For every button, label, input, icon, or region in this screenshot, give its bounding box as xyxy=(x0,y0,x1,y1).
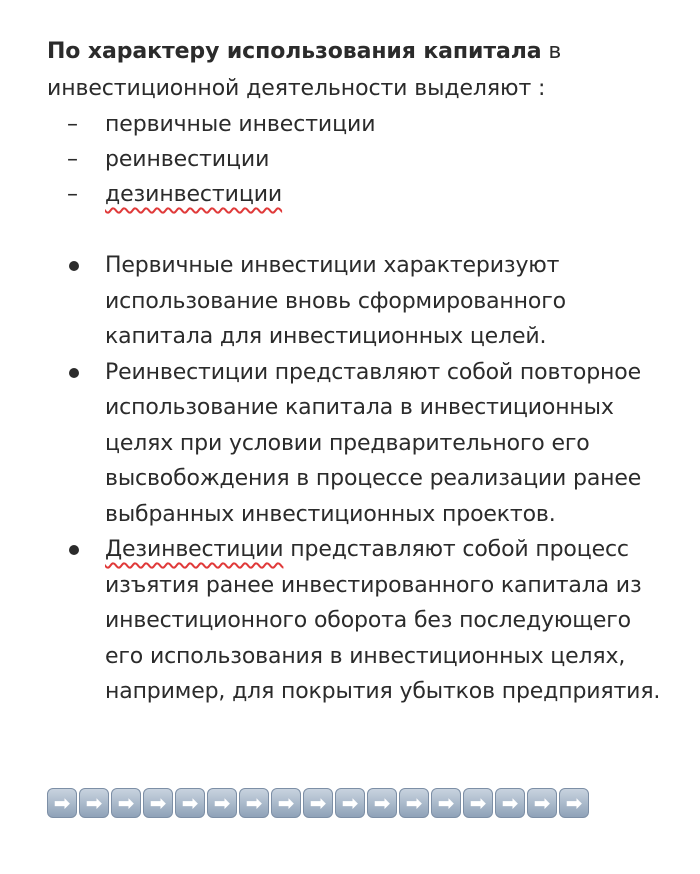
right-arrow-emoji-icon: ➡ xyxy=(271,788,301,818)
intro-bold: По характеру использования капитала xyxy=(47,39,542,64)
dash-marker: – xyxy=(67,147,78,172)
right-arrow-emoji-icon: ➡ xyxy=(207,788,237,818)
dash-marker: – xyxy=(67,182,78,207)
right-arrow-emoji-icon: ➡ xyxy=(463,788,493,818)
dash-item-primary xyxy=(47,107,667,142)
dash-item-text-misspelled[interactable]: дезинвестиции xyxy=(105,182,283,207)
dash-list xyxy=(47,107,667,212)
intro-rest: в инвестиционной деятельности выделяют : xyxy=(47,39,562,101)
dash-item-reinvestment xyxy=(47,142,667,177)
bullet-dot-icon xyxy=(69,545,79,555)
right-arrow-emoji-icon: ➡ xyxy=(239,788,269,818)
arrow-emoji-row xyxy=(47,788,589,818)
right-arrow-emoji-icon: ➡ xyxy=(175,788,205,818)
dash-marker: – xyxy=(67,112,78,137)
dash-item-disinvestment xyxy=(47,177,667,212)
right-arrow-emoji-icon: ➡ xyxy=(367,788,397,818)
intro-paragraph xyxy=(47,33,667,107)
bullet-first-word-misspelled[interactable]: Дезинвестиции xyxy=(105,537,284,562)
right-arrow-emoji-icon: ➡ xyxy=(111,788,141,818)
bullet-item-disinvestment xyxy=(47,532,667,710)
right-arrow-emoji-icon: ➡ xyxy=(399,788,429,818)
bullet-text: представляют собой процесс изъятия ранее инвестированного капитала из инвестиционного оборота без последующего его использования в инвестиционных целях, например, для покрытия убытков предприятия. xyxy=(105,537,661,704)
right-arrow-emoji-icon: ➡ xyxy=(303,788,333,818)
bullet-list xyxy=(47,248,667,710)
right-arrow-emoji-icon: ➡ xyxy=(47,788,77,818)
bullet-text: Первичные инвестиции характеризуют использование вновь сформированного капитала для инвестиционных целей. xyxy=(105,253,566,349)
dash-item-text: первичные инвестиции xyxy=(105,112,376,137)
right-arrow-emoji-icon: ➡ xyxy=(143,788,173,818)
bullet-dot-icon xyxy=(69,368,79,378)
dash-item-text: реинвестиции xyxy=(105,147,270,172)
right-arrow-emoji-icon: ➡ xyxy=(559,788,589,818)
bullet-dot-icon xyxy=(69,261,79,271)
right-arrow-emoji-icon: ➡ xyxy=(527,788,557,818)
right-arrow-emoji-icon: ➡ xyxy=(431,788,461,818)
document xyxy=(47,33,667,710)
right-arrow-emoji-icon: ➡ xyxy=(335,788,365,818)
bullet-item-primary xyxy=(47,248,667,355)
right-arrow-emoji-icon: ➡ xyxy=(79,788,109,818)
right-arrow-emoji-icon: ➡ xyxy=(495,788,525,818)
bullet-item-reinvestment xyxy=(47,355,667,533)
bullet-text: Реинвестиции представляют собой повторное использование капитала в инвестиционных целях при условии предварительного его высвобождения в процессе реализации ранее выбранных инвестиционных проектов. xyxy=(105,359,642,527)
